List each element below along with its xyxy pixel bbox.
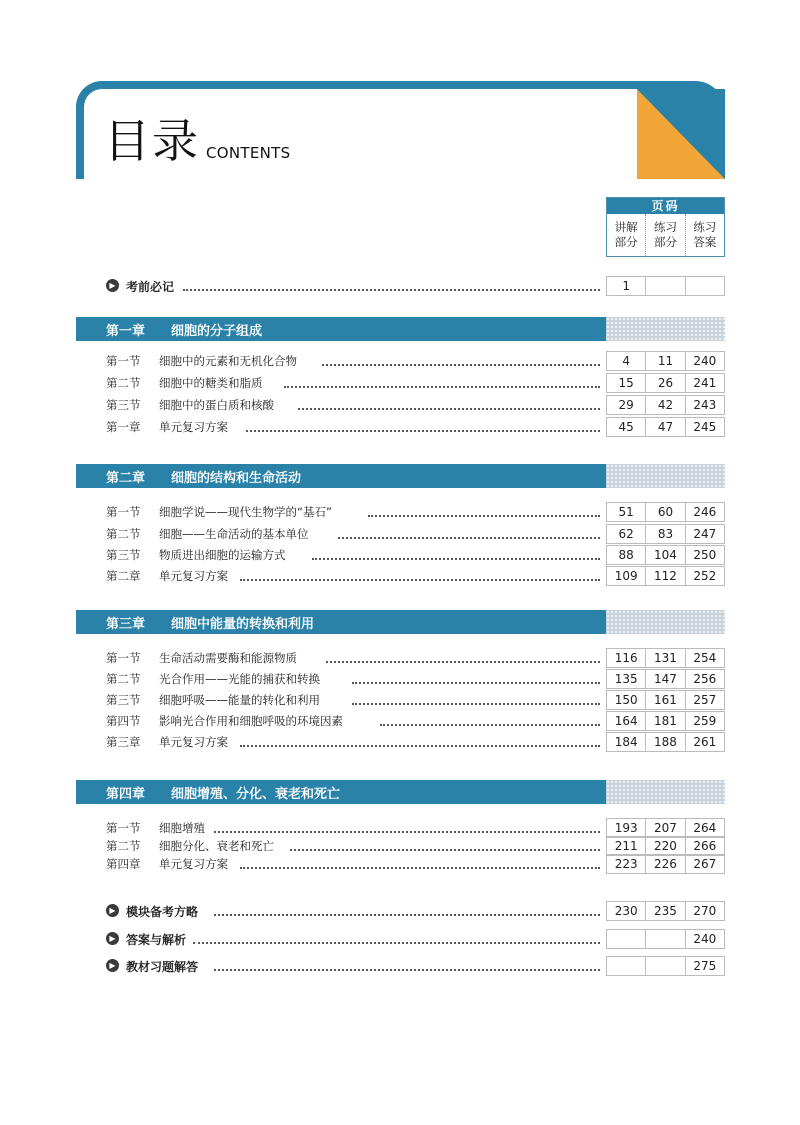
page-code-title: 页码 — [607, 198, 724, 214]
chapter-bar-texture — [606, 610, 725, 634]
dot-leader — [338, 537, 600, 539]
entry-title: 答案与解析 — [126, 933, 187, 947]
section-title: 细胞中的蛋白质和核酸 — [159, 398, 274, 412]
page-answer: 240 — [693, 932, 717, 946]
dot-leader — [322, 364, 600, 366]
page-answer — [686, 277, 724, 295]
page-lecture: 230 — [607, 902, 646, 920]
toc-entry[interactable] — [0, 524, 800, 544]
chapter-title: 细胞的结构和生命活动 — [171, 471, 302, 486]
page-cells — [606, 545, 725, 565]
page-lecture: 211 — [607, 837, 646, 855]
section-title: 细胞——生命活动的基本单位 — [159, 527, 309, 541]
chapter-bar — [76, 317, 606, 341]
page-cells — [606, 395, 725, 415]
page-answer: 275 — [693, 959, 717, 973]
page-lecture: 29 — [607, 396, 646, 414]
chapter-title: 细胞增殖、分化、衰老和死亡 — [171, 787, 341, 802]
page-cells — [606, 854, 725, 874]
page-answer: 243 — [693, 398, 717, 412]
page-cells — [606, 818, 725, 838]
col-label-line1: 讲解 — [614, 220, 638, 234]
header-corner-decoration — [637, 89, 725, 179]
page-exercise — [646, 930, 685, 948]
dot-leader — [246, 430, 600, 432]
toc-entry-textbook[interactable] — [0, 956, 800, 976]
page-lecture: 135 — [607, 670, 646, 688]
section-title: 细胞呼吸——能量的转化和利用 — [159, 693, 320, 707]
page-exercise: 131 — [646, 649, 685, 667]
chapter-number: 第二章 — [106, 471, 146, 486]
col-label-line2: 答案 — [693, 235, 717, 249]
dot-leader — [368, 515, 600, 517]
page-answer: 245 — [693, 420, 717, 434]
chapter-bar — [76, 610, 606, 634]
page-exercise: 181 — [646, 712, 685, 730]
page-cells — [606, 732, 725, 752]
page-lecture: 51 — [607, 503, 646, 521]
chapter-title: 细胞的分子组成 — [171, 324, 263, 339]
page-exercise: 83 — [646, 525, 685, 543]
section-title: 物质进出细胞的运输方式 — [159, 548, 286, 562]
page-lecture: 164 — [607, 712, 646, 730]
page-lecture: 4 — [607, 352, 646, 370]
page-cells — [606, 690, 725, 710]
dot-leader — [380, 724, 600, 726]
chapter-header-4[interactable] — [76, 780, 725, 804]
page-cells — [606, 669, 725, 689]
page-cells — [606, 929, 725, 949]
chapter-header-3[interactable] — [76, 610, 725, 634]
page-cells — [606, 901, 725, 921]
page-cells — [606, 524, 725, 544]
dot-leader — [193, 942, 600, 944]
page-cells — [606, 956, 725, 976]
page-lecture: 193 — [607, 819, 646, 837]
page-lecture: 88 — [607, 546, 646, 564]
page-exercise: 47 — [646, 418, 685, 436]
page-lecture: 45 — [607, 418, 646, 436]
page-exercise: 112 — [646, 567, 685, 585]
section-title: 光合作用——光能的捕获和转换 — [159, 672, 320, 686]
section-number: 第四章 — [106, 857, 141, 871]
page-answer: 252 — [693, 569, 717, 583]
page-exercise: 11 — [646, 352, 685, 370]
toc-entry[interactable] — [0, 690, 800, 710]
section-number: 第二节 — [106, 839, 141, 853]
chapter-title: 细胞中能量的转换和利用 — [171, 617, 315, 632]
section-number: 第二节 — [106, 527, 141, 541]
section-title: 单元复习方案 — [159, 735, 228, 749]
page-answer: 259 — [693, 714, 717, 728]
section-number: 第一节 — [106, 821, 141, 835]
page-exercise — [646, 957, 685, 975]
play-arrow-icon: ▶ — [106, 904, 119, 917]
page-lecture: 1 — [607, 277, 646, 295]
section-title: 单元复习方案 — [159, 420, 228, 434]
section-number: 第三节 — [106, 693, 141, 707]
page-exercise: 220 — [646, 837, 685, 855]
page-cells — [606, 351, 725, 371]
dot-leader — [352, 682, 600, 684]
toc-entry[interactable] — [0, 417, 800, 437]
page-cells — [606, 836, 725, 856]
dot-leader — [240, 867, 600, 869]
page-code-header — [606, 197, 725, 257]
play-arrow-icon: ▶ — [106, 959, 119, 972]
dot-leader — [312, 558, 600, 560]
section-number: 第二节 — [106, 376, 141, 390]
page-exercise: 161 — [646, 691, 685, 709]
chapter-bar-texture — [606, 464, 725, 488]
dot-leader — [352, 703, 600, 705]
page-code-col-exercise — [646, 214, 685, 256]
play-arrow-icon: ▶ — [106, 279, 119, 292]
page-code-col-answers — [686, 214, 724, 256]
toc-entry[interactable] — [0, 566, 800, 586]
section-number: 第三节 — [106, 548, 141, 562]
section-title: 影响光合作用和细胞呼吸的环境因素 — [159, 714, 343, 728]
page-answer: 257 — [693, 693, 717, 707]
page-lecture: 109 — [607, 567, 646, 585]
dot-leader — [214, 914, 600, 916]
toc-entry[interactable] — [0, 818, 800, 838]
page-answer: 267 — [693, 857, 717, 871]
section-title: 细胞中的元素和无机化合物 — [159, 354, 297, 368]
section-title: 细胞分化、衰老和死亡 — [159, 839, 274, 853]
section-number: 第二章 — [106, 569, 141, 583]
section-number: 第三章 — [106, 735, 141, 749]
toc-entry-intro[interactable] — [0, 276, 800, 296]
toc-entry-answers[interactable] — [0, 929, 800, 949]
section-title: 单元复习方案 — [159, 569, 228, 583]
page-cells — [606, 373, 725, 393]
dot-leader — [183, 289, 600, 291]
toc-entry[interactable] — [0, 669, 800, 689]
page-lecture: 116 — [607, 649, 646, 667]
section-title: 生命活动需要酶和能源物质 — [159, 651, 297, 665]
page-exercise: 226 — [646, 855, 685, 873]
page-answer: 270 — [693, 904, 717, 918]
section-number: 第一章 — [106, 420, 141, 434]
page-lecture: 184 — [607, 733, 646, 751]
page-exercise: 207 — [646, 819, 685, 837]
toc-entry[interactable] — [0, 732, 800, 752]
chapter-header-1[interactable] — [76, 317, 725, 341]
chapter-number: 第三章 — [106, 617, 146, 632]
toc-entry[interactable] — [0, 545, 800, 565]
section-number: 第一节 — [106, 651, 141, 665]
page-cells — [606, 711, 725, 731]
page-exercise: 188 — [646, 733, 685, 751]
page-answer: 240 — [693, 354, 717, 368]
page-cells — [606, 417, 725, 437]
section-title: 细胞中的糖类和脂质 — [159, 376, 263, 390]
page-answer: 247 — [693, 527, 717, 541]
entry-title: 考前必记 — [126, 280, 175, 294]
page-subtitle: CONTENTS — [206, 144, 291, 162]
section-title: 细胞增殖 — [159, 821, 205, 835]
toc-entry[interactable] — [0, 854, 800, 874]
page-answer: 254 — [693, 651, 717, 665]
page-exercise — [646, 277, 685, 295]
section-title: 单元复习方案 — [159, 857, 228, 871]
page-answer: 264 — [693, 821, 717, 835]
toc-entry-strategy[interactable] — [0, 901, 800, 921]
page-exercise: 26 — [646, 374, 685, 392]
page-cells — [606, 566, 725, 586]
chapter-bar — [76, 780, 606, 804]
col-label-line2: 部分 — [614, 235, 638, 249]
dot-leader — [240, 579, 600, 581]
chapter-header-2[interactable] — [76, 464, 725, 488]
section-number: 第一节 — [106, 505, 141, 519]
page-exercise: 104 — [646, 546, 685, 564]
dot-leader — [214, 831, 600, 833]
page-answer: 250 — [693, 548, 717, 562]
entry-title: 教材习题解答 — [126, 960, 199, 974]
page-code-col-lecture — [607, 214, 646, 256]
page-exercise: 235 — [646, 902, 685, 920]
entry-title: 模块备考方略 — [126, 905, 199, 919]
col-label-line1: 练习 — [693, 220, 717, 234]
toc-entry[interactable] — [0, 836, 800, 856]
dot-leader — [326, 661, 600, 663]
chapter-bar — [76, 464, 606, 488]
chapter-number: 第四章 — [106, 787, 146, 802]
dot-leader — [298, 408, 600, 410]
page-lecture: 15 — [607, 374, 646, 392]
page-cells — [606, 502, 725, 522]
page-cells — [606, 276, 725, 296]
play-arrow-icon: ▶ — [106, 932, 119, 945]
toc-entry[interactable] — [0, 711, 800, 731]
col-label-line2: 部分 — [653, 235, 677, 249]
chapter-number: 第一章 — [106, 324, 146, 339]
page-lecture — [607, 930, 646, 948]
dot-leader — [214, 969, 600, 971]
section-number: 第二节 — [106, 672, 141, 686]
page-exercise: 60 — [646, 503, 685, 521]
section-number: 第一节 — [106, 354, 141, 368]
toc-entry[interactable] — [0, 351, 800, 371]
page-cells — [606, 648, 725, 668]
page-answer: 261 — [693, 735, 717, 749]
toc-entry[interactable] — [0, 395, 800, 415]
section-number: 第四节 — [106, 714, 141, 728]
page-answer: 241 — [693, 376, 717, 390]
chapter-bar-texture — [606, 780, 725, 804]
page-lecture — [607, 957, 646, 975]
page-exercise: 42 — [646, 396, 685, 414]
chapter-bar-texture — [606, 317, 725, 341]
page-lecture: 62 — [607, 525, 646, 543]
col-label-line1: 练习 — [653, 220, 677, 234]
page-answer: 256 — [693, 672, 717, 686]
page-title: 目录 — [104, 114, 200, 168]
toc-entry[interactable] — [0, 502, 800, 522]
section-title: 细胞学说——现代生物学的“基石” — [159, 505, 332, 519]
page-answer: 246 — [693, 505, 717, 519]
dot-leader — [284, 386, 600, 388]
dot-leader — [240, 745, 600, 747]
toc-entry[interactable] — [0, 648, 800, 668]
toc-entry[interactable] — [0, 373, 800, 393]
dot-leader — [290, 849, 600, 851]
page-exercise: 147 — [646, 670, 685, 688]
section-number: 第三节 — [106, 398, 141, 412]
page-lecture: 223 — [607, 855, 646, 873]
page-answer: 266 — [693, 839, 717, 853]
page-lecture: 150 — [607, 691, 646, 709]
